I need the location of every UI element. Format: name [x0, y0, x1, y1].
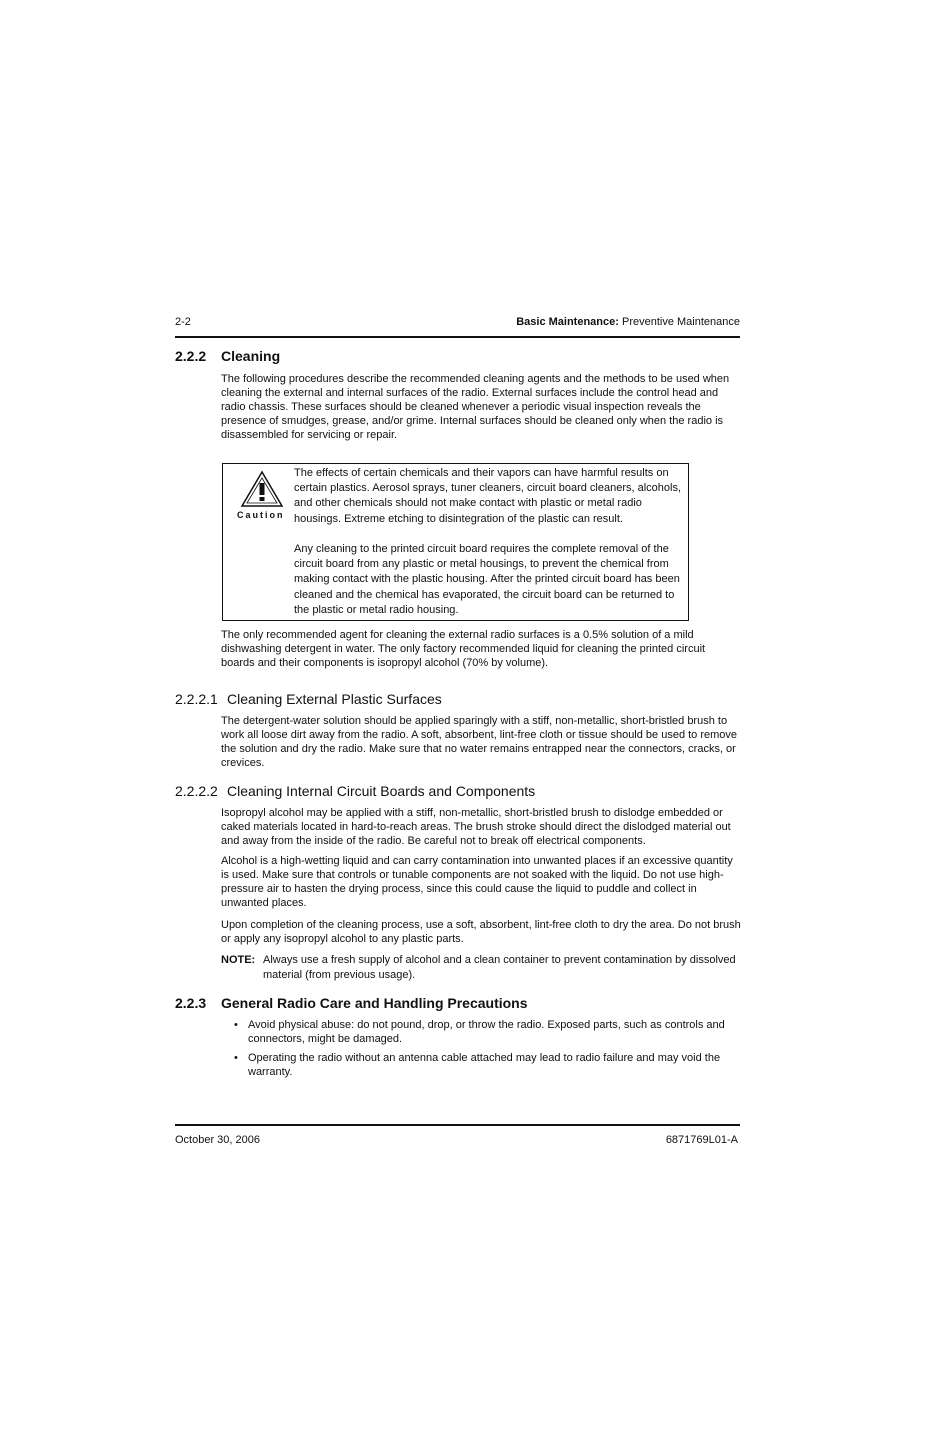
heading-number: 2.2.2.2	[175, 783, 218, 799]
page-number: 2-2	[175, 316, 191, 328]
list-item-text: Operating the radio without an antenna cable attached may lead to radio failure and may void the warranty.	[248, 1052, 721, 1078]
list-item	[234, 1051, 739, 1079]
running-title	[516, 316, 740, 328]
heading-2-2-3	[175, 995, 528, 1011]
bullet-icon: •	[234, 1019, 238, 1031]
list-item	[234, 1018, 739, 1046]
note-block	[221, 953, 741, 983]
note-label: NOTE:	[221, 954, 256, 966]
page-header	[175, 316, 740, 338]
note-text: Always use a fresh supply of alcohol and a clean container to prevent contamination by dissolved material (from previous usage).	[263, 954, 736, 981]
heading-title: Cleaning	[221, 348, 281, 364]
heading-number: 2.2.2.1	[175, 691, 218, 707]
heading-number: 2.2.2	[175, 348, 207, 364]
section-title: Preventive Maintenance	[618, 316, 740, 328]
list-item-text: Avoid physical abuse: do not pound, drop, or throw the radio. Exposed parts, such as controls and connectors, might be damaged.	[248, 1019, 725, 1045]
external-surfaces-paragraph: The detergent-water solution should be applied sparingly with a stiff, non-metallic, short-bristled brush to work all loose dirt away from the radio. A soft, absorbent, lint-free cloth or tissue should be used to remove the solution and dry the radio. Make sure that no water remains entrapped near the connectors, cracks, or crevices.	[221, 715, 738, 769]
cleaning-agents-paragraph: The only recommended agent for cleaning the external radio surfaces is a 0.5% solution of a mild dishwashing detergent in water. The only factory recommended liquid for cleaning the printed circuit boards and their components is isopropyl alcohol (70% by volume).	[221, 629, 706, 669]
heading-number: 2.2.3	[175, 995, 207, 1011]
internal-boards-paragraph-3: Upon completion of the cleaning process, use a soft, absorbent, lint-free cloth to dry the area. Do not brush or apply any isopropyl alcohol to any plastic parts.	[221, 919, 741, 945]
heading-title: Cleaning External Plastic Surfaces	[227, 691, 442, 707]
caution-box	[222, 463, 689, 621]
cleaning-intro: The following procedures describe the recommended cleaning agents and the methods to be used when cleaning the external and internal surfaces of the radio. External surfaces include the control head and radio chassis. These surfaces should be cleaned whenever a periodic visual inspection reveals the presence of smudges, grease, and/or grime. Internal surfaces should be cleaned only when the radio is disassembled for servicing or repair.	[221, 373, 730, 441]
bullet-icon: •	[234, 1052, 238, 1064]
footer-date: October 30, 2006	[175, 1134, 261, 1146]
heading-title: General Radio Care and Handling Precautions	[221, 995, 528, 1011]
heading-2-2-2-2	[175, 783, 535, 799]
heading-2-2-2	[175, 348, 280, 364]
heading-title: Cleaning Internal Circuit Boards and Components	[227, 783, 536, 799]
warning-triangle-icon	[240, 470, 284, 508]
chapter-title: Basic Maintenance:	[516, 316, 619, 328]
internal-boards-paragraph-2: Alcohol is a high-wetting liquid and can carry contamination into unwanted places if an excessive quantity is used. Make sure that controls or tunable components are not soaked with the liquid. Do not use high-pressure air to hasten the drying process, since this could cause the liquid to puddle and collect in unwanted places.	[221, 855, 733, 909]
page-footer	[175, 1124, 740, 1154]
caution-text-2: Any cleaning to the printed circuit board requires the complete removal of the circuit board from any plastic or metal housings, to prevent the chemical from making contact with the plastic housing. After the printed circuit board has been cleaned and the chemical has evaporated, the circuit board can be returned to the plastic or metal radio housing.	[294, 543, 680, 616]
footer-doc-number: 6871769L01-A	[665, 1134, 738, 1146]
heading-2-2-2-1	[175, 691, 442, 707]
caution-label: Caution	[237, 510, 285, 520]
precautions-list	[234, 1018, 739, 1084]
caution-text-1: The effects of certain chemicals and their vapors can have harmful results on certain plastics. Aerosol sprays, tuner cleaners, circuit board cleaners, alcohols, and other chemicals should not make contact with plastic or metal radio housings. Extreme etching to disintegration of the plastic can result.	[294, 467, 682, 525]
internal-boards-paragraph-1: Isopropyl alcohol may be applied with a stiff, non-metallic, short-bristled brush to dislodge embedded or caked materials located in hard-to-reach areas. The brush stroke should direct the dislodged material out and away from the inside of the radio. Be careful not to break off electrical components.	[221, 807, 731, 847]
